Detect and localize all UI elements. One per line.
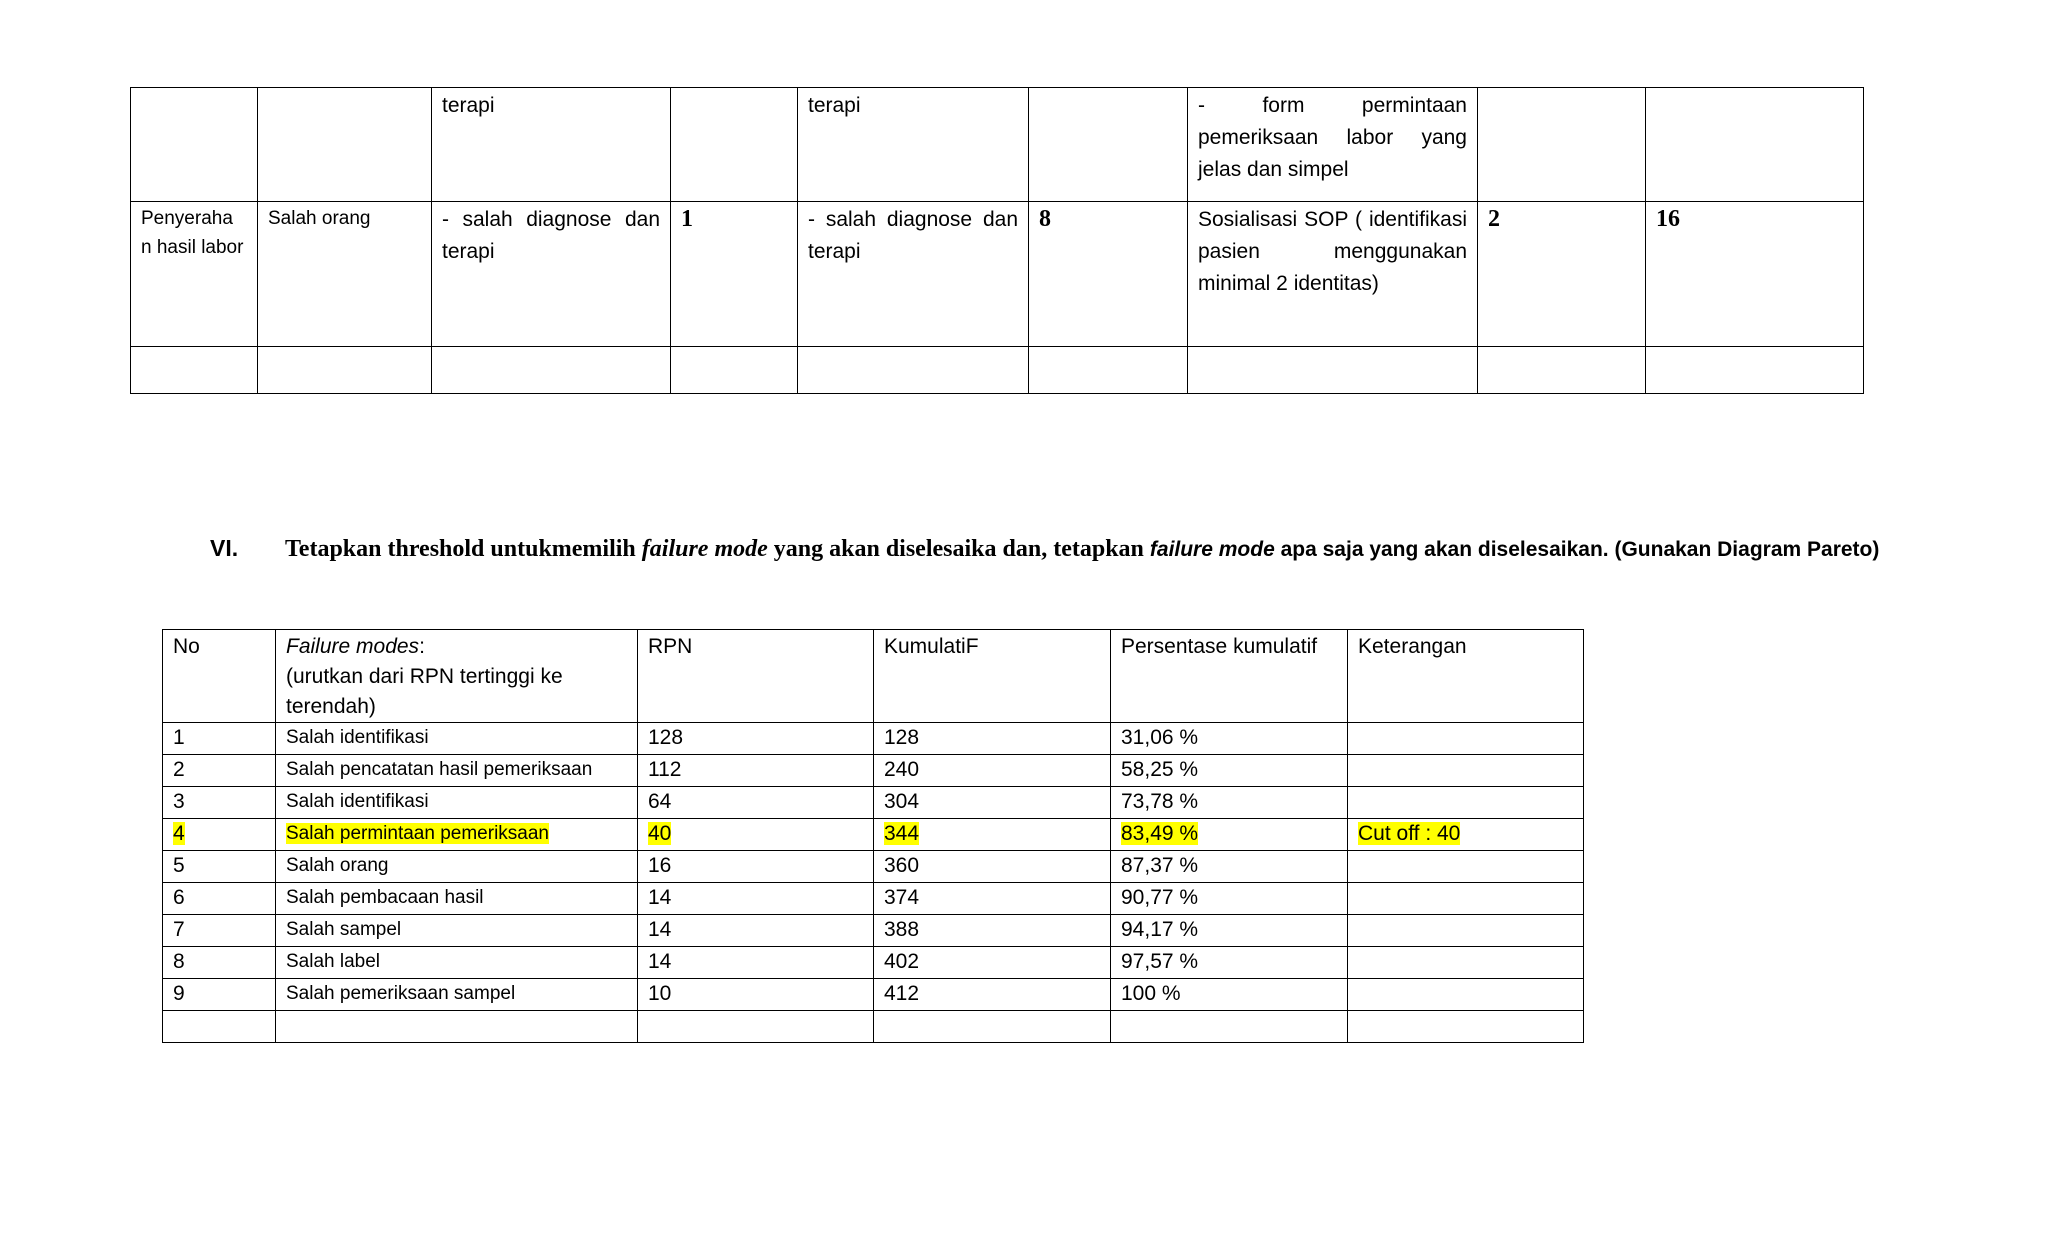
fmea-cell [671, 347, 798, 394]
fmea-cell [1646, 347, 1864, 394]
cell-persentase [1111, 819, 1348, 851]
highlight: 344 [884, 822, 920, 845]
fmea-cell: Salah orang [258, 202, 432, 347]
cell-rpn: 112 [638, 755, 874, 787]
cell-rpn: 128 [638, 723, 874, 755]
highlight: 40 [648, 822, 672, 845]
cell-persentase: 100 % [1111, 979, 1348, 1011]
cell-persentase: 73,78 % [1111, 787, 1348, 819]
cell-persentase: 58,25 % [1111, 755, 1348, 787]
cell-rpn: 14 [638, 915, 874, 947]
cell-keterangan [1348, 723, 1584, 755]
fmea-cell [1646, 88, 1864, 202]
cell-kumulatif: 360 [874, 851, 1111, 883]
cell-no: 7 [163, 915, 276, 947]
header-no: No [163, 630, 276, 723]
cell-failure-mode: Salah pemeriksaan sampel [276, 979, 638, 1011]
highlight: 4 [173, 822, 185, 845]
cell-rpn: 16 [638, 851, 874, 883]
table-row-highlighted [163, 819, 1584, 851]
cell-kumulatif: 374 [874, 883, 1111, 915]
fmea-row [131, 202, 1864, 347]
cell-no: 5 [163, 851, 276, 883]
cell-persentase: 97,57 % [1111, 947, 1348, 979]
cell-keterangan [1348, 1011, 1584, 1043]
fmea-cell [258, 347, 432, 394]
header-kumulatif: KumulatiF [874, 630, 1111, 723]
fmea-cell [1029, 347, 1188, 394]
table-row [163, 915, 1584, 947]
table-row [163, 851, 1584, 883]
header-rpn: RPN [638, 630, 874, 723]
section-number: VI. [210, 535, 239, 561]
fmea-cell [1478, 347, 1646, 394]
fmea-cell: 16 [1646, 202, 1864, 347]
cell-persentase: 31,06 % [1111, 723, 1348, 755]
fmea-cell [131, 347, 258, 394]
cell-no: 2 [163, 755, 276, 787]
cell-rpn: 14 [638, 947, 874, 979]
highlight: Salah permintaan pemeriksaan [286, 823, 549, 844]
cell-kumulatif: 402 [874, 947, 1111, 979]
fmea-cell: - salah diagnose dan terapi [432, 202, 671, 347]
cell-failure-mode: Salah label [276, 947, 638, 979]
cell-persentase: 90,77 % [1111, 883, 1348, 915]
table-row [163, 723, 1584, 755]
table-row [163, 883, 1584, 915]
cell-failure-mode: Salah identifikasi [276, 723, 638, 755]
fmea-cell [258, 88, 432, 202]
table-row [163, 947, 1584, 979]
fmea-cell: 2 [1478, 202, 1646, 347]
fmea-cell: - form permintaan pemeriksaan labor yang jelas dan simpel [1188, 88, 1478, 202]
cell-failure-mode: Salah identifikasi [276, 787, 638, 819]
cell-persentase [1111, 1011, 1348, 1043]
cell-rpn: 14 [638, 883, 874, 915]
cell-no: 6 [163, 883, 276, 915]
cell-failure-mode: Salah orang [276, 851, 638, 883]
cell-keterangan [1348, 787, 1584, 819]
cell-failure-mode: Salah pencatatan hasil pemeriksaan [276, 755, 638, 787]
cell-keterangan [1348, 851, 1584, 883]
header-keterangan: Keterangan [1348, 630, 1584, 723]
fmea-cell: Penyeraha n hasil labor [131, 202, 258, 347]
cell-rpn [638, 1011, 874, 1043]
cell-persentase: 94,17 % [1111, 915, 1348, 947]
cell-no [163, 1011, 276, 1043]
cell-persentase: 87,37 % [1111, 851, 1348, 883]
cell-rpn: 10 [638, 979, 874, 1011]
cell-failure-mode: Salah pembacaan hasil [276, 883, 638, 915]
table-row [163, 755, 1584, 787]
fmea-cell: terapi [432, 88, 671, 202]
table-row [163, 979, 1584, 1011]
fmea-row [131, 88, 1864, 202]
cell-no: 8 [163, 947, 276, 979]
cell-rpn: 64 [638, 787, 874, 819]
fmea-cell: - salah diagnose dan terapi [798, 202, 1029, 347]
cell-keterangan [1348, 915, 1584, 947]
cell-kumulatif [874, 1011, 1111, 1043]
header-failure-modes: Failure modes: (urutkan dari RPN tertinggi ke terendah) [276, 630, 638, 723]
cell-kumulatif [874, 819, 1111, 851]
pareto-table [162, 629, 1584, 1043]
cell-keterangan [1348, 947, 1584, 979]
highlight: 83,49 % [1121, 822, 1199, 845]
fmea-cell: 8 [1029, 202, 1188, 347]
cell-keterangan [1348, 979, 1584, 1011]
cell-keterangan [1348, 755, 1584, 787]
cell-failure-mode [276, 1011, 638, 1043]
fmea-cell [131, 88, 258, 202]
cell-kumulatif: 128 [874, 723, 1111, 755]
cell-failure-mode: Salah sampel [276, 915, 638, 947]
fmea-cell [1029, 88, 1188, 202]
fmea-cell [1478, 88, 1646, 202]
cell-kumulatif: 388 [874, 915, 1111, 947]
cell-rpn [638, 819, 874, 851]
cell-no [163, 819, 276, 851]
fmea-row [131, 347, 1864, 394]
cell-no: 9 [163, 979, 276, 1011]
cell-keterangan [1348, 819, 1584, 851]
highlight: Cut off : 40 [1358, 822, 1461, 845]
cell-no: 3 [163, 787, 276, 819]
fmea-cell [798, 347, 1029, 394]
table-row [163, 1011, 1584, 1043]
cell-keterangan [1348, 883, 1584, 915]
fmea-table [130, 87, 1864, 394]
fmea-cell [1188, 347, 1478, 394]
cell-failure-mode [276, 819, 638, 851]
header-persentase: Persentase kumulatif [1111, 630, 1348, 723]
cell-kumulatif: 412 [874, 979, 1111, 1011]
fmea-cell [432, 347, 671, 394]
cell-no: 1 [163, 723, 276, 755]
fmea-cell: 1 [671, 202, 798, 347]
table-row [163, 787, 1584, 819]
fmea-cell [671, 88, 798, 202]
section-title: Tetapkan threshold untukmemilih failure mode yang akan diselesaika dan, tetapkan failure mode apa saja yang akan diselesaikan. (Gunakan Diagram Pareto) [285, 536, 1880, 562]
cell-kumulatif: 304 [874, 787, 1111, 819]
cell-kumulatif: 240 [874, 755, 1111, 787]
pareto-header-row [163, 630, 1584, 723]
fmea-cell: terapi [798, 88, 1029, 202]
fmea-cell: Sosialisasi SOP ( identifikasi pasien menggunakan minimal 2 identitas) [1188, 202, 1478, 347]
